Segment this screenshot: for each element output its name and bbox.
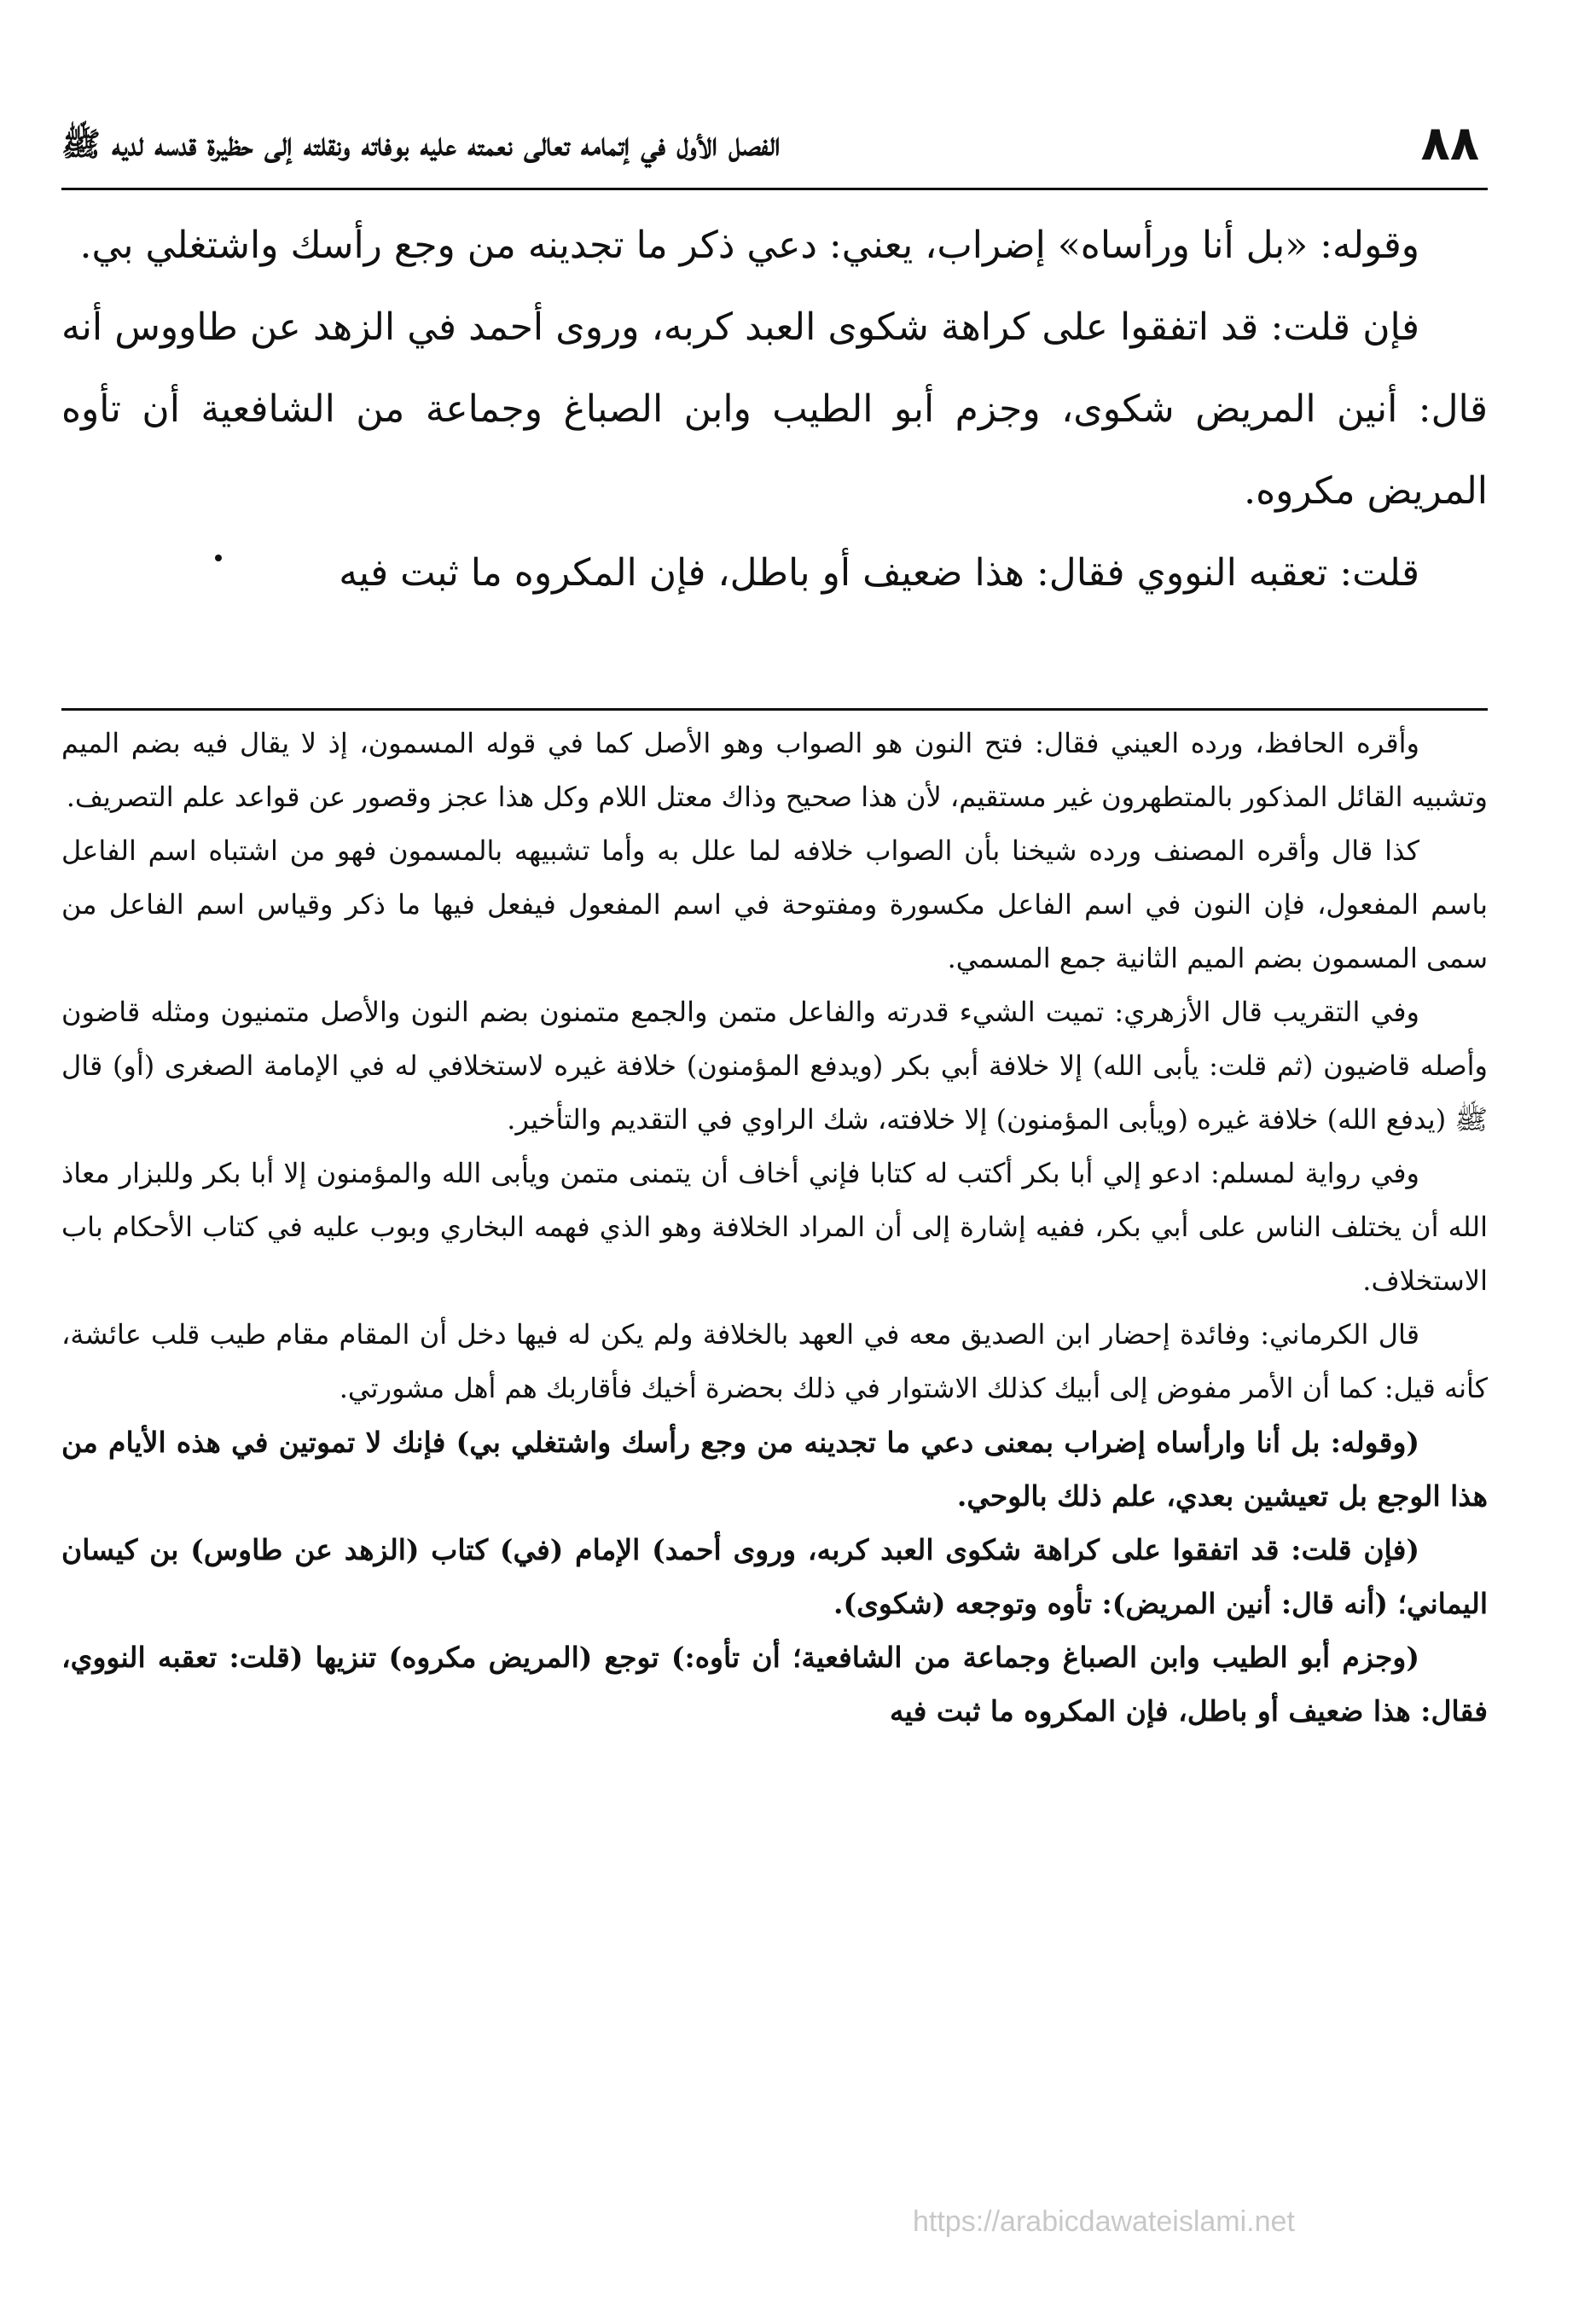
commentary-paragraph: (فإن قلت: قد اتفقوا على كراهة شكوى العبد كربه، وروى أحمد) الإمام (في) كتاب (الزهد عن طاوس) بن كيسان اليماني؛ (أنه قال: أنين المريض): تأوه وتوجعه (شكوى). xyxy=(61,1533,1488,1620)
watermark-url: https://arabicdawateislami.net xyxy=(913,2205,1295,2238)
commentary-paragraph: قال الكرماني: وفائدة إحضار ابن الصديق معه في العهد بالخلافة ولم يكن له فيها دخل أن المقام مقام طيب قلب عائشة، كأنه قيل: كما أن الأمر مفوض إلى أبيك كذلك الاشتوار في ذلك بحضرة أخيك فأقاربك هم أهل مشورتي. xyxy=(61,1318,1488,1404)
page-number: ٨٨ xyxy=(1420,116,1479,171)
commentary-separator-rule xyxy=(61,708,1488,711)
running-title: الفصل الأول في إتمامه تعالى نعمته عليه بوفاته ونقلته إلى حظيرة قدسه لديه ﷺ xyxy=(61,125,781,163)
commentary-paragraph: كذا قال وأقره المصنف ورده شيخنا بأن الصواب خلافه لما علل به وأما تشبيهه بالمسمون فهو من اشتباه اسم الفاعل باسم المفعول، فإن النون في اسم الفاعل مكسورة ومفتوحة في اسم المفعول فيفعل فيها ما ذكر وقياس اسم الفاعل من سمى المسمون بضم الميم الثانية جمع المسمي. xyxy=(61,834,1488,974)
page-header xyxy=(61,111,1479,177)
stray-dot-mark xyxy=(215,555,222,561)
commentary-paragraph: وفي رواية لمسلم: ادعو إلي أبا بكر أكتب له كتابا فإني أخاف أن يتمنى متمن ويأبى الله والمؤمنون إلا أبا بكر وللبزار معاذ الله أن يختلف الناس على أبي بكر، ففيه إشارة إلى أن المراد الخلافة وهو الذي فهمه البخاري وبوب عليه في كتاب الأحكام باب الاستخلاف. xyxy=(61,1157,1488,1297)
commentary-text xyxy=(61,717,1488,2193)
main-paragraph: وقوله: «بل أنا ورأساه» إضراب، يعني: دعي ذكر ما تجدينه من وجع رأسك واشتغلي بي. xyxy=(79,224,1419,267)
commentary-paragraph: وفي التقريب قال الأزهري: تميت الشيء قدرته والفاعل متمن والجمع متمنون بضم النون والأصل متمنيون ومثله قاضون وأصله قاضيون (ثم قلت: يأبى الله) إلا خلافة أبي بكر (ويدفع المؤمنون) خلافة غيره لاستخلافي له في الإمامة الصغرى (أو) قال ﷺ (يدفع الله) خلافة غيره (ويأبى المؤمنون) إلا خلافته، شك الراوي في التقديم والتأخير. xyxy=(61,996,1488,1136)
main-text xyxy=(61,205,1488,700)
commentary-paragraph: (وقوله: بل أنا وارأساه إضراب بمعنى دعي ما تجدينه من وجع رأسك واشتغلي بي) فإنك لا تموتين في هذه الأيام من هذا الوجع بل تعيشين بعدي، علم ذلك بالوحي. xyxy=(61,1426,1488,1513)
header-rule xyxy=(61,188,1488,190)
main-paragraph: قلت: تعقبه النووي فقال: هذا ضعيف أو باطل، فإن المكروه ما ثبت فيه xyxy=(339,551,1419,595)
commentary-paragraph: (وجزم أبو الطيب وابن الصباغ وجماعة من الشافعية؛ أن تأوه:) توجع (المريض مكروه) تنزيها (قلت: تعقبه النووي، فقال: هذا ضعيف أو باطل، فإن المكروه ما ثبت فيه xyxy=(61,1641,1488,1728)
commentary-paragraph: وأقره الحافظ، ورده العيني فقال: فتح النون هو الصواب وهو الأصل كما في قوله المسمون، إذ لا يقال فيه بضم الميم وتشبيه القائل المذكور بالمتطهرون غير مستقيم، لأن هذا صحيح وذاك معتل اللام وكل هذا عجز وقصور عن قواعد علم التصريف. xyxy=(61,727,1488,813)
main-paragraph: فإن قلت: قد اتفقوا على كراهة شكوى العبد كربه، وروى أحمد في الزهد عن طاووس أنه قال: أنين المريض شكوى، وجزم أبو الطيب وابن الصباغ وجماعة من الشافعية أن تأوه المريض مكروه. xyxy=(61,305,1488,513)
